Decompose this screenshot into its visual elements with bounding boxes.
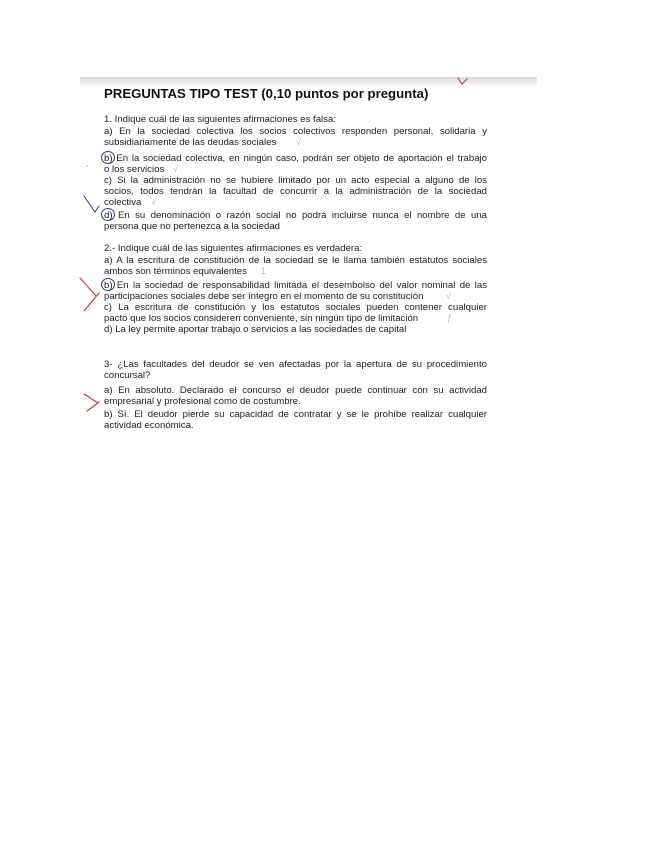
q1-c-tick-mark: √ <box>151 197 156 207</box>
q1-b-tick-mark: √ <box>173 164 178 174</box>
q1-option-b: b) En la sociedad colectiva, en ningún caso, podrán ser objeto de aportación el trabajo <box>104 153 487 164</box>
q1-option-b-cont: o los servicios <box>104 164 165 175</box>
q1-option-a: a) En la sociedad colectiva los socios colectivos responden personal, solidaria y <box>104 126 487 137</box>
q1-option-a-cont: subsidiariamente de las deudas sociales <box>104 137 277 148</box>
q1-option-c-cont2: colectiva <box>104 197 142 208</box>
q2-c-tick-mark: ƒ <box>447 313 453 323</box>
q2-stem: 2.- Indique cuál de las siguientes afirmaciones es verdadera: <box>104 243 363 254</box>
q3-option-a: a) En absoluto. Declarado el concurso el deudor puede continuar con su actividad <box>104 385 487 396</box>
q1-stem: 1. Indique cuál de las siguientes afirmaciones es falsa: <box>104 114 336 125</box>
corner-check-icon <box>458 78 467 84</box>
q1-option-c: c) Si la administración no se hubiere limitado por un acto especial a alguno de los <box>104 175 487 186</box>
q1-option-d: d) En su denominación o razón social no podrá incluirse nunca el nombre de una <box>104 210 487 221</box>
q3-check-icon <box>84 394 99 411</box>
q3-option-b-cont: actividad económica. <box>104 420 194 431</box>
q1-margin-dot-icon <box>86 165 88 167</box>
q1-a-tick-mark: √ <box>296 137 301 147</box>
q2-option-c-cont: pacto que los socios consideren conveniente, sin ningún tipo de limitación <box>104 313 419 324</box>
q2-b-tick-mark: √ <box>446 291 451 301</box>
q3-stem: 3- ¿Las facultades del deudor se ven afectadas por la apertura de su procedimiento <box>104 359 487 370</box>
q3-option-a-cont: empresarial y profesional como de costumbre. <box>104 396 301 407</box>
q2-option-c: c) La escritura de constitución y los estatutos sociales pueden contener cualquier <box>104 302 487 313</box>
q1-check-icon <box>84 196 99 212</box>
q2-option-a: a) A la escritura de constitución de la sociedad se le llama también estatutos sociales <box>104 255 487 266</box>
q2-a-tick-mark: 1 <box>261 266 267 276</box>
q3-option-b: b) Sí. El deudor pierde su capacidad de contratar y se le prohíbe realizar cualquier <box>104 409 487 420</box>
q2-option-b: b) En la sociedad de responsabilidad limitada el desembolso del valor nominal de las <box>104 280 487 291</box>
exam-title: PREGUNTAS TIPO TEST (0,10 puntos por pregunta) <box>104 86 429 101</box>
q2-check-icon <box>80 278 99 311</box>
q1-option-d-cont: persona que no pertenezca a la sociedad <box>104 221 281 232</box>
q2-option-b-cont: participaciones sociales debe ser íntegro en el momento de su constitución <box>104 291 424 302</box>
q2-option-a-cont: ambos son términos equivalentes <box>104 266 247 277</box>
q2-option-d: d) La ley permite aportar trabajo o servicios a las sociedades de capital <box>104 324 407 335</box>
q1-option-c-cont: socios, todos tendrán la facultad de concurrir a la administración de la sociedad <box>104 186 487 197</box>
q3-stem-cont: concursal? <box>104 370 151 381</box>
